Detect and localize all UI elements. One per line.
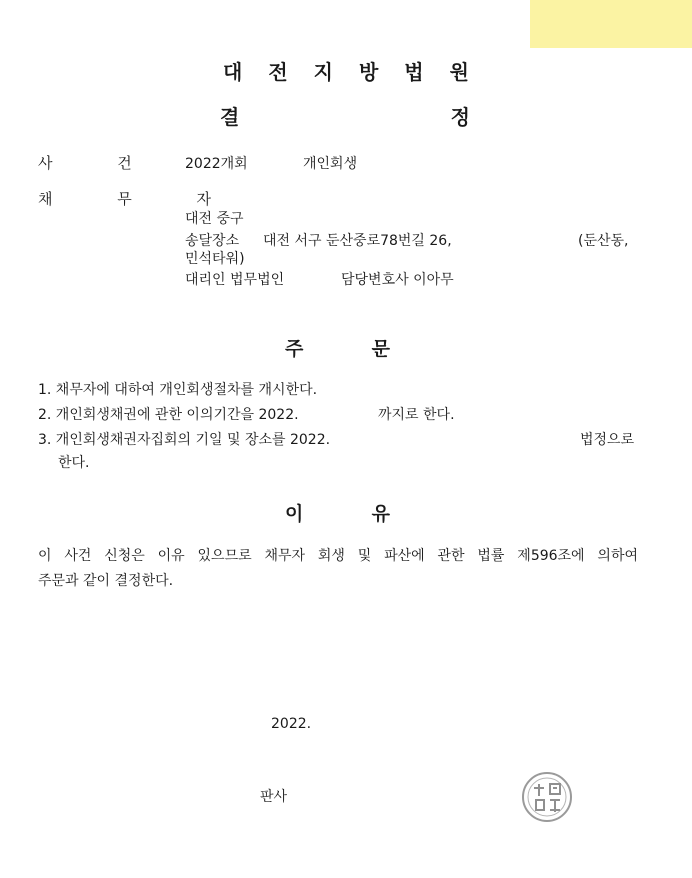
order-item-3-end: 법정으로 xyxy=(580,432,635,448)
debtor-label: 채 무 자 xyxy=(38,190,242,208)
order-item-3-continuation: 한다. xyxy=(58,455,90,471)
judge-label: 판사 xyxy=(260,789,288,805)
court-seal-icon xyxy=(520,770,574,824)
service-address-tail: (둔산동, xyxy=(578,233,629,249)
order-item-3-start: 3. 개인회생채권자집회의 기일 및 장소를 2022. xyxy=(38,432,331,448)
agent-label: 대리인 법무법인 xyxy=(185,272,285,288)
order-item-2-start: 2. 개인회생채권에 관한 이의기간을 2022. xyxy=(38,407,299,423)
service-label: 송달장소 xyxy=(185,233,240,249)
court-name: 대전지방법원 xyxy=(223,60,495,84)
order-item-1: 1. 채무자에 대하여 개인회생절차를 개시한다. xyxy=(38,382,318,398)
reason-line-1: 이 사건 신청은 이유 있으므로 채무자 회생 및 파산에 관한 법률 제596조에 의하여 xyxy=(38,548,638,564)
case-type: 개인회생 xyxy=(303,156,358,172)
order-title-char-1: 주 xyxy=(285,338,304,360)
order-title xyxy=(285,334,390,361)
reason-title xyxy=(285,499,390,526)
debtor-address: 대전 중구 xyxy=(185,211,244,227)
service-address-line2: 민석타워) xyxy=(185,251,245,267)
order-title-char-2: 문 xyxy=(371,338,390,360)
case-label: 사 건 xyxy=(38,154,162,172)
decision-title xyxy=(220,101,470,130)
agent-attorney: 담당변호사 이아무 xyxy=(341,272,454,288)
sticky-note xyxy=(530,0,692,48)
decision-title-char-1: 결 xyxy=(220,105,240,129)
reason-title-char-2: 유 xyxy=(371,503,390,525)
decision-date: 2022. xyxy=(271,716,312,732)
decision-title-char-2: 정 xyxy=(450,105,470,129)
service-address: 대전 서구 둔산중로78번길 26, xyxy=(263,233,452,249)
reason-title-char-1: 이 xyxy=(285,503,304,525)
order-item-2-end: 까지로 한다. xyxy=(378,407,455,423)
reason-line-2: 주문과 같이 결정한다. xyxy=(38,573,174,589)
case-number: 2022개회 xyxy=(185,156,248,172)
